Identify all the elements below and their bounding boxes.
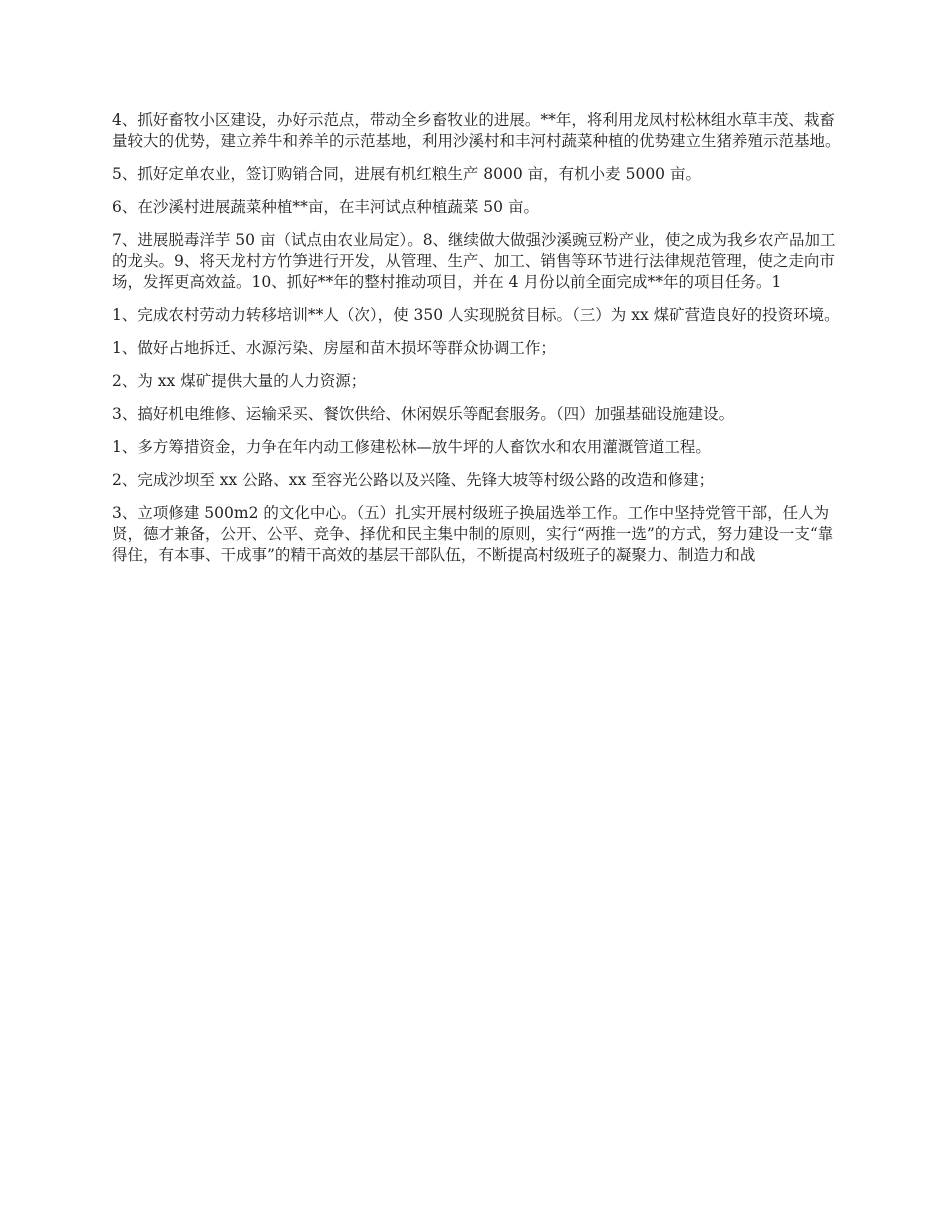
- paragraph-water-project: 1、多方筹措资金，力争在年内动工修建松林—放牛坪的人畜饮水和农用灌溉管道工程。: [112, 438, 711, 456]
- paragraph-potato-projects: 7、进展脱毒洋芋 50 亩（试点由农业局定）。8、继续做大做强沙溪豌豆粉产业，使之成为我乡农产品加工的龙头。9、将天龙村方竹笋进行开发，从管理、生产、加工、销售等环节进行法律规范管理，使之走向市场，发挥更高效益。10、抓好**年的整村推动项目，并在 4 月份以前全面完成**年的项目任务。1: [112, 231, 836, 291]
- paragraph-labor-training: 1、完成农村劳动力转移培训**人（次），使 350 人实现脱贫目标。（三）为 xx 煤矿营造良好的投资环境。: [112, 306, 840, 324]
- paragraph-support-services: 3、搞好机电维修、运输采买、餐饮供给、休闲娱乐等配套服务。（四）加强基础设施建设。: [112, 405, 735, 423]
- paragraph-roads: 2、完成沙坝至 xx 公路、xx 至容光公路以及兴隆、先锋大坡等村级公路的改造和修建；: [112, 471, 715, 489]
- paragraph-culture-center: 3、立项修建 500m2 的文化中心。（五）扎实开展村级班子换届选举工作。工作中坚持党管干部，任人为贤，德才兼备，公开、公平、竞争、择优和民主集中制的原则，实行“两推一选”的方式，努力建设一支“靠得住，有本事、干成事”的精干高效的基层干部队伍，不断提高村级班子的凝聚力、制造力和战: [112, 504, 834, 564]
- paragraph-order-farming: 5、抓好定单农业，签订购销合同，进展有机红粮生产 8000 亩，有机小麦 5000 亩。: [112, 165, 701, 183]
- paragraph-human-resources: 2、为 xx 煤矿提供大量的人力资源；: [112, 372, 367, 390]
- document-body: [112, 110, 842, 578]
- paragraph-coordination: 1、做好占地拆迁、水源污染、房屋和苗木损坏等群众协调工作；: [112, 339, 556, 357]
- paragraph-livestock: 4、抓好畜牧小区建设，办好示范点，带动全乡畜牧业的进展。**年，将利用龙凤村松林组水草丰茂、栽畜量较大的优势，建立养牛和养羊的示范基地，利用沙溪村和丰河村蔬菜种植的优势建立生猪养殖示范基地。: [112, 111, 841, 150]
- paragraph-vegetables: 6、在沙溪村进展蔬菜种植**亩，在丰河试点种植蔬菜 50 亩。: [112, 198, 539, 216]
